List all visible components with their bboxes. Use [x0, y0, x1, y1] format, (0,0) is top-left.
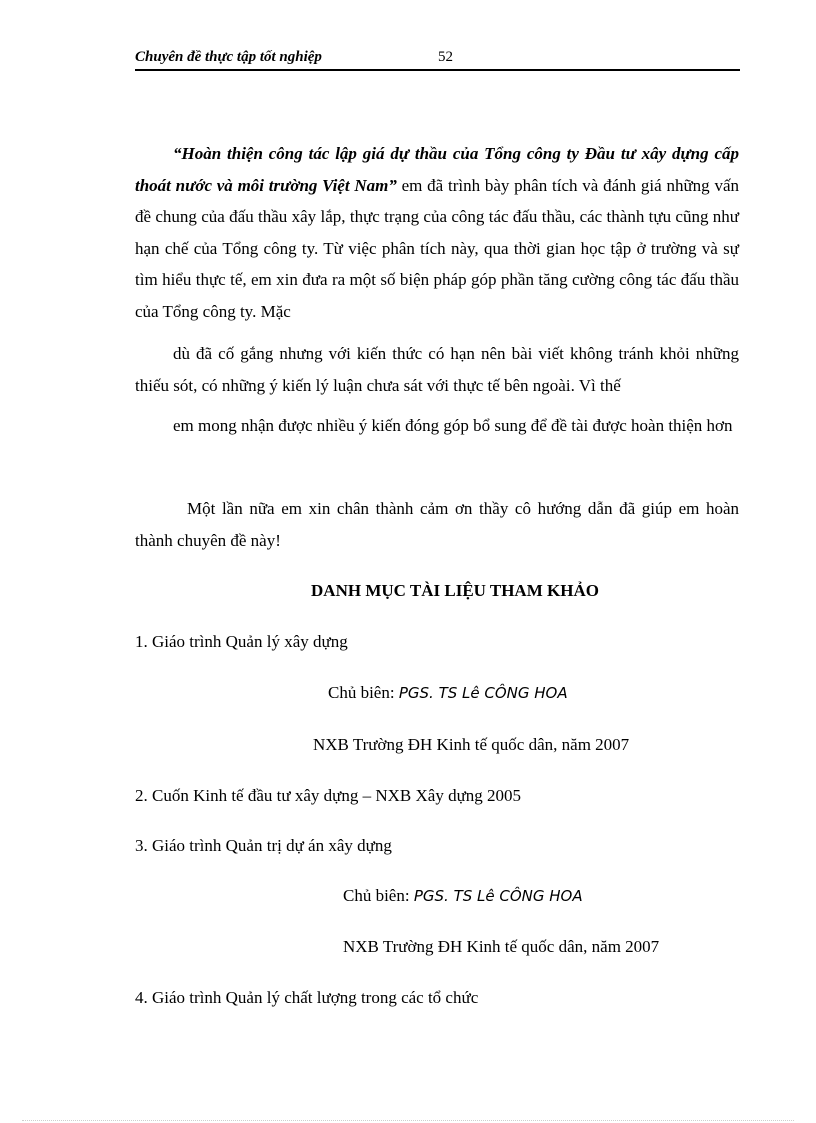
paragraph-feedback-text: em mong nhận được nhiều ý kiến đóng góp bổ sung để đề tài được hoàn thiện hơn [173, 416, 733, 435]
reference-3-editor-name: PGS. TS Lê CÔNG HOA [413, 887, 583, 905]
header-title: Chuyên đề thực tập tốt nghiệp [135, 49, 322, 65]
reference-3-editor [343, 886, 583, 906]
thesis-title: “Hoàn thiện công tác lập giá dự thầu của Tổng công ty Đầu tư xây dựng cấp thoát nước và môi trường Việt Nam” [135, 144, 739, 195]
reference-3-publisher: NXB Trường ĐH Kinh tế quốc dân, năm 2007 [343, 937, 660, 956]
reference-1-publisher: NXB Trường ĐH Kinh tế quốc dân, năm 2007 [313, 735, 630, 754]
paragraph-intro [135, 138, 739, 327]
reference-1-editor [328, 683, 568, 703]
page-header [135, 49, 740, 71]
paragraph-feedback [135, 410, 739, 442]
reference-3-title: 3. Giáo trình Quản trị dự án xây dựng [135, 836, 392, 855]
references-heading: DANH MỤC TÀI LIỆU THAM KHẢO [311, 581, 599, 600]
reference-1-editor-name: PGS. TS Lê CÔNG HOA [398, 684, 568, 702]
reference-3-editor-label: Chủ biên: [343, 886, 414, 905]
reference-1-editor-label: Chủ biên: [328, 683, 399, 702]
reference-4-title: 4. Giáo trình Quản lý chất lượng trong các tổ chức [135, 988, 479, 1007]
paragraph-limitations-text: dù đã cố gắng nhưng với kiến thức có hạn nên bài viết không tránh khỏi những thiếu sót, có những ý kiến lý luận chưa sát với thực tế bên ngoài. Vì thế [135, 344, 739, 395]
page-number: 52 [438, 49, 453, 65]
paragraph-thanks [135, 493, 739, 556]
page-bottom-divider [22, 1120, 794, 1121]
reference-2-title: 2. Cuốn Kinh tế đầu tư xây dựng – NXB Xây dựng 2005 [135, 786, 522, 805]
paragraph-limitations [135, 338, 739, 401]
paragraph-intro-text: em đã trình bày phân tích và đánh giá những vấn đề chung của đấu thầu xây lắp, thực trạng của công tác đấu thầu, các thành tựu cũng như hạn chế của Tổng công ty. Từ việc phân tích này, qua thời gian học tập ở trường và sự tìm hiểu thực tế, em xin đưa ra một số biện pháp góp phần tăng cường công tác đấu thầu của Tổng công ty. Mặc [135, 175, 739, 321]
paragraph-thanks-text: Một lần nữa em xin chân thành cảm ơn thầy cô hướng dẫn đã giúp em hoàn thành chuyên đề này! [135, 499, 739, 550]
reference-1-title: 1. Giáo trình Quản lý xây dựng [135, 632, 348, 651]
